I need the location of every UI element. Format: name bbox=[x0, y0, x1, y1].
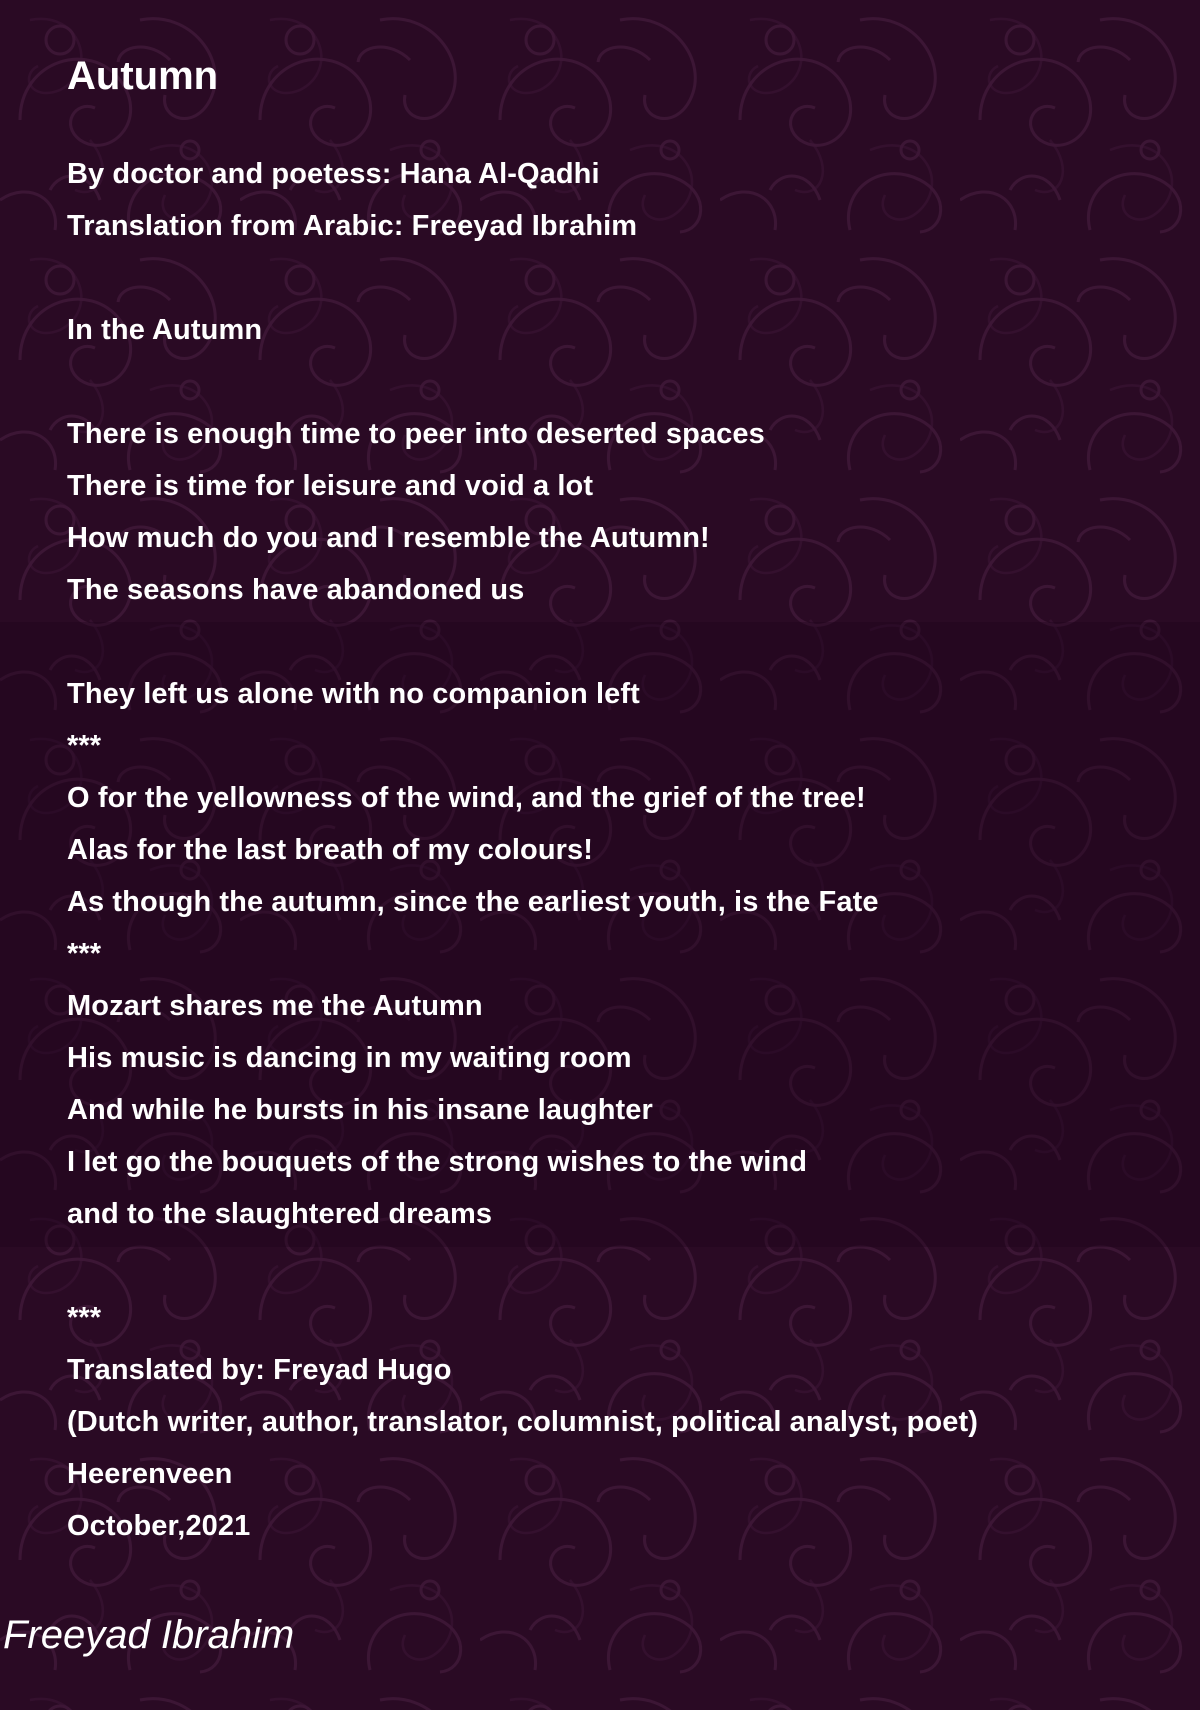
poem-line bbox=[67, 360, 978, 412]
poem-line: And while he bursts in his insane laughter bbox=[67, 1094, 653, 1126]
poem-line: Translated by: Freyad Hugo bbox=[67, 1354, 452, 1386]
poem-line: Mozart shares me the Autumn bbox=[67, 990, 483, 1022]
poem-line: (Dutch writer, author, translator, columnist, political analyst, poet) bbox=[67, 1406, 978, 1438]
poem-line: *** bbox=[67, 730, 102, 762]
poem-line bbox=[67, 256, 978, 308]
poem-line: As though the autumn, since the earliest youth, is the Fate bbox=[67, 886, 879, 918]
poem-line: His music is dancing in my waiting room bbox=[67, 1042, 632, 1074]
poem-line: O for the yellowness of the wind, and the grief of the tree! bbox=[67, 782, 866, 814]
poem-author: Freeyad Ibrahim bbox=[3, 1613, 295, 1657]
poem-line: *** bbox=[67, 938, 102, 970]
poem-line: In the Autumn bbox=[67, 314, 263, 346]
poem-line: By doctor and poetess: Hana Al-Qadhi bbox=[67, 158, 600, 190]
poem-line: Alas for the last breath of my colours! bbox=[67, 834, 593, 866]
poem-line: October,2021 bbox=[67, 1510, 251, 1542]
poem-line: They left us alone with no companion left bbox=[67, 678, 640, 710]
poem-line bbox=[67, 620, 978, 672]
poem-line: I let go the bouquets of the strong wishes to the wind bbox=[67, 1146, 808, 1178]
poem-line: Translation from Arabic: Freeyad Ibrahim bbox=[67, 210, 638, 242]
poem-line: The seasons have abandoned us bbox=[67, 574, 525, 606]
poem-line: There is time for leisure and void a lot bbox=[67, 470, 594, 502]
poem-line: and to the slaughtered dreams bbox=[67, 1198, 493, 1230]
poem-line: How much do you and I resemble the Autumn! bbox=[67, 522, 710, 554]
poem-line: Heerenveen bbox=[67, 1458, 233, 1490]
poem-line: *** bbox=[67, 1302, 102, 1334]
poem-line: There is enough time to peer into deserted spaces bbox=[67, 418, 765, 450]
poem-title: Autumn bbox=[67, 54, 219, 98]
poem-line bbox=[67, 1244, 978, 1296]
poem-lines bbox=[67, 152, 978, 1556]
